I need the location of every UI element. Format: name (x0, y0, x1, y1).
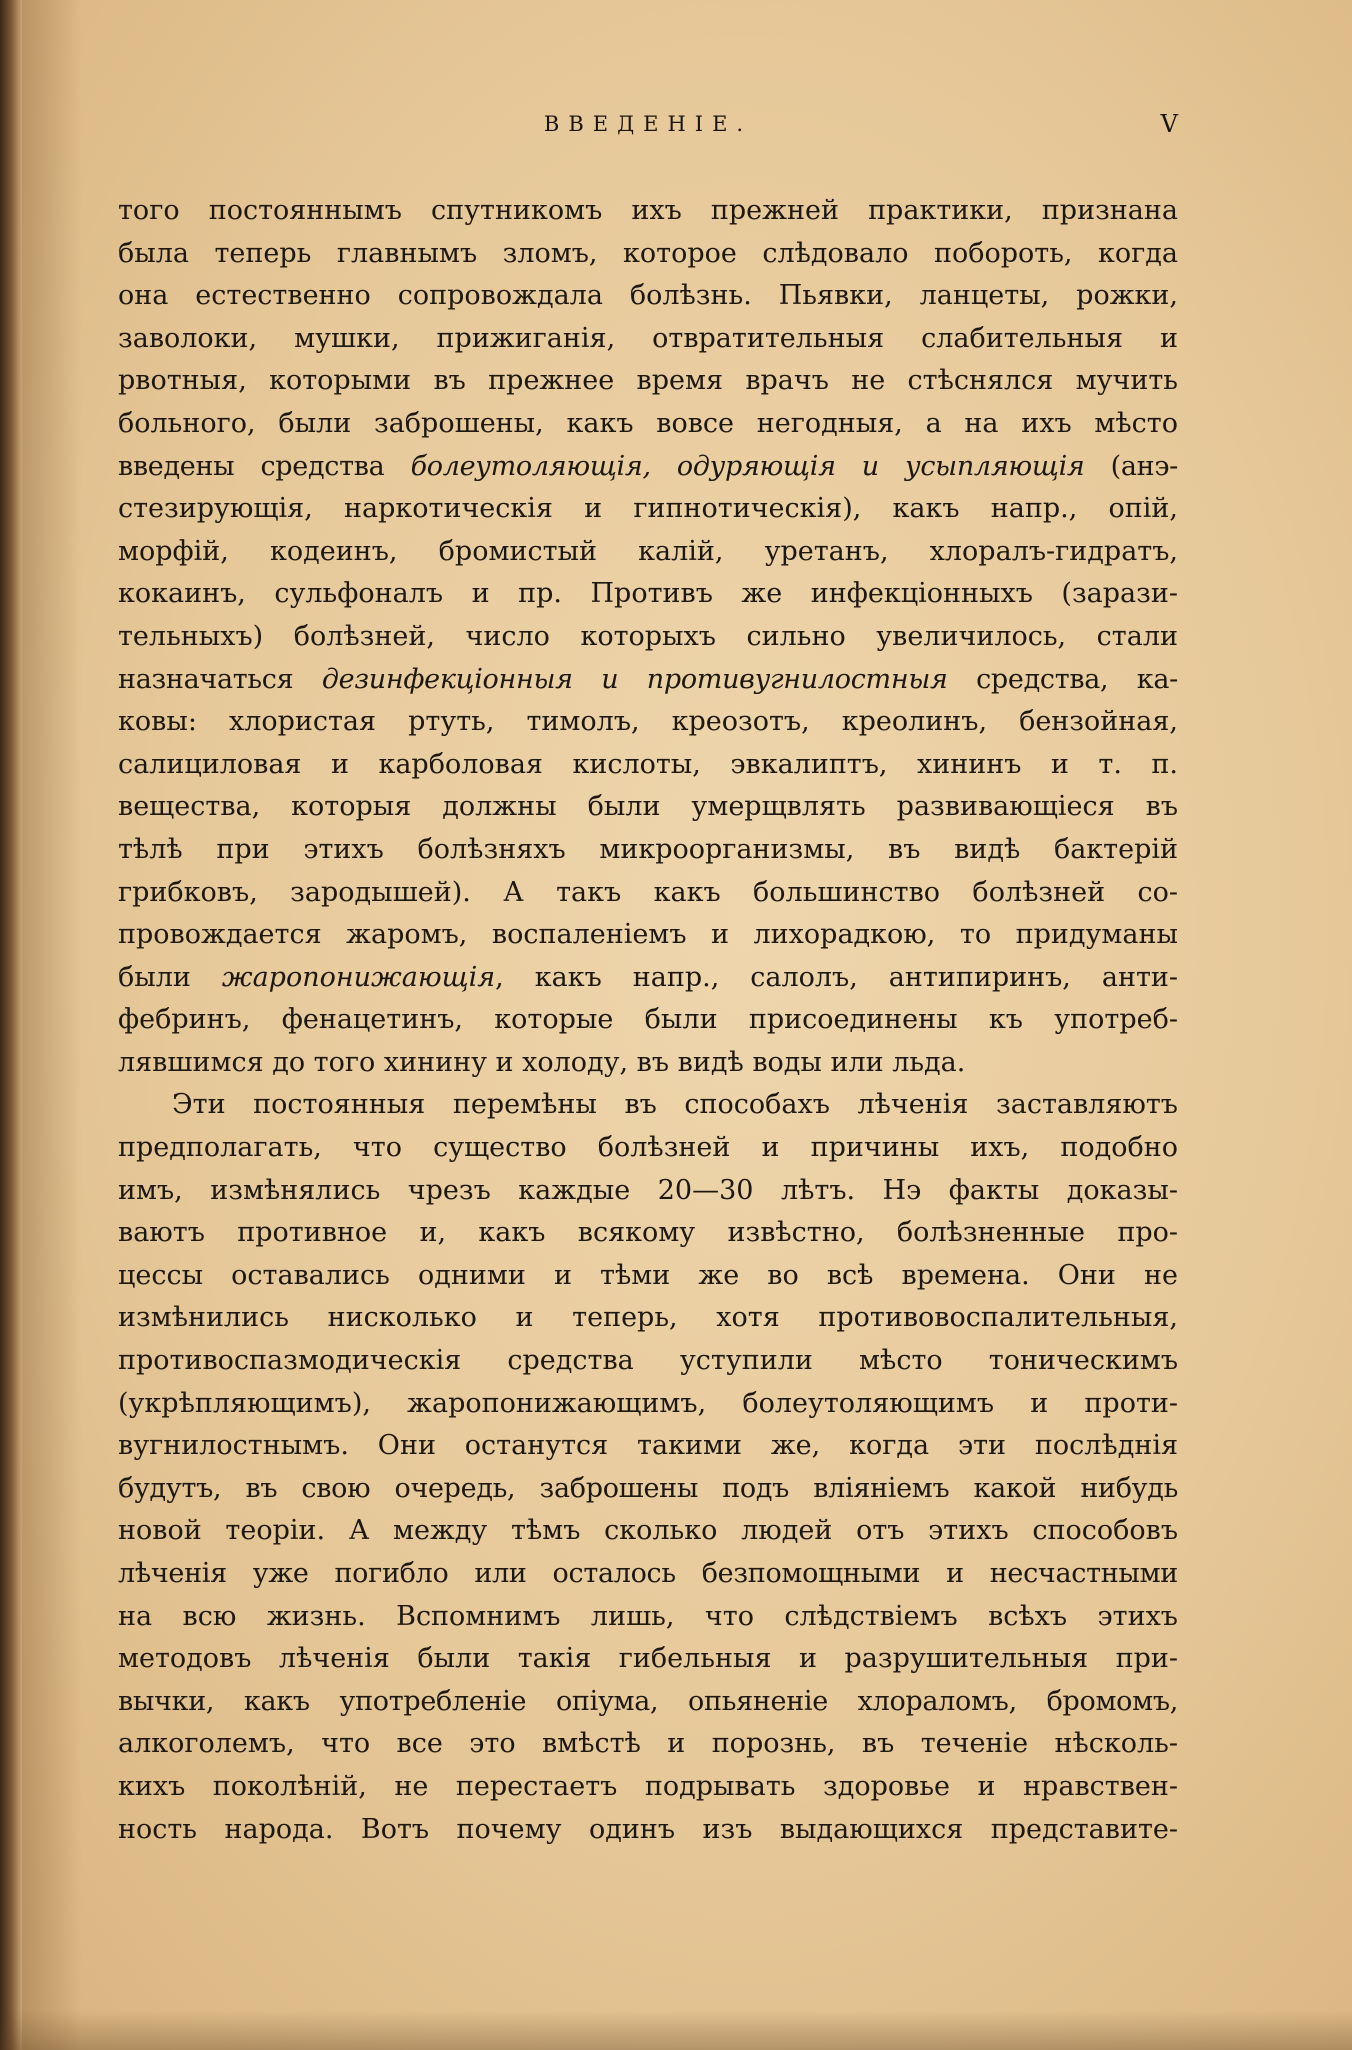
text-run: назначаться (118, 663, 322, 695)
text-run: средства, ка- (947, 663, 1178, 695)
text-line: того постояннымъ спутникомъ ихъ прежней практики, признана (118, 195, 1178, 226)
paragraph-2 (118, 1084, 1178, 1851)
gutter-shadow (22, 0, 82, 2050)
text-run: были (118, 961, 222, 993)
text-line: грибковъ, зародышей). А такъ какъ большинство болѣзней со- (118, 876, 1178, 908)
text-line: противоспазмодическія средства уступили мѣсто тоническимъ (118, 1345, 1178, 1377)
text-line: она естественно сопровождала болѣзнь. Пьявки, ланцеты, рожки, (118, 280, 1178, 312)
text-line: больного, были заброшены, какъ вовсе негодныя, а на ихъ мѣсто (118, 407, 1178, 439)
text-line (118, 446, 1178, 489)
text-line: стезирующія, наркотическія и гипнотическія), какъ напр., опій, (118, 493, 1178, 525)
italic-term: жаропонижающія (221, 961, 496, 993)
text-line: алкоголемъ, что все это вмѣстѣ и порознь, въ теченіе нѣсколь- (118, 1728, 1178, 1760)
running-head (118, 112, 1178, 152)
text-line: ваютъ противное и, какъ всякому извѣстно, болѣзненные про- (118, 1217, 1178, 1249)
text-line: измѣнились нисколько и теперь, хотя противовоспалительныя, (118, 1302, 1178, 1334)
text-run: введены средства (118, 450, 411, 482)
text-line: кихъ поколѣній, не перестаетъ подрывать здоровье и нравствен- (118, 1770, 1178, 1802)
text-line: предполагать, что существо болѣзней и причины ихъ, подобно (118, 1132, 1178, 1164)
text-line: заволоки, мушки, прижиганія, отвратительныя слабительныя и (118, 322, 1178, 354)
book-spine (0, 0, 22, 2050)
text-line: лявшимся до того хинину и холоду, въ видѣ воды или льда. (118, 1046, 966, 1078)
italic-term: дезинфекціонныя и противугнилостныя (321, 663, 948, 695)
text-line: Эти постоянныя перемѣны въ способахъ лѣченія заставляютъ (172, 1089, 1178, 1121)
text-run: (анэ- (1084, 450, 1178, 482)
text-line: рвотныя, которыми въ прежнее время врачъ не стѣснялся мучить (118, 365, 1178, 397)
page-bottom-edge (0, 2010, 1352, 2050)
text-line: салициловая и карболовая кислоты, эвкалиптъ, хининъ и т. п. (118, 748, 1178, 780)
text-line: провождается жаромъ, воспаленіемъ и лихорадкою, то придуманы (118, 919, 1178, 951)
page-number: V (1160, 110, 1178, 138)
text-line: цессы оставались одними и тѣми же во всѣ времена. Они не (118, 1259, 1178, 1291)
text-line (118, 659, 1178, 702)
text-line: морфій, кодеинъ, бромистый калій, уретанъ, хлоралъ-гидратъ, (118, 535, 1178, 567)
paragraph-1 (118, 190, 1178, 1084)
text-line: была теперь главнымъ зломъ, которое слѣдовало побороть, когда (118, 237, 1178, 269)
text-line: тельныхъ) болѣзней, число которыхъ сильно увеличилось, стали (118, 620, 1178, 652)
text-line: (укрѣпляющимъ), жаропонижающимъ, болеутоляющимъ и проти- (118, 1387, 1178, 1419)
text-block (118, 190, 1178, 1851)
text-line: имъ, измѣнялись чрезъ каждые 20—30 лѣтъ. Нэ факты доказы- (118, 1174, 1178, 1206)
text-line: кокаинъ, сульфоналъ и пр. Противъ же инфекціонныхъ (зарази- (118, 578, 1178, 610)
text-line: ковы: хлористая ртуть, тимолъ, креозотъ, креолинъ, бензойная, (118, 706, 1178, 738)
text-line: новой теоріи. А между тѣмъ сколько людей отъ этихъ способовъ (118, 1515, 1178, 1547)
text-line (118, 957, 1178, 1000)
running-title: ВВЕДЕНІЕ. (543, 112, 753, 136)
italic-term: болеутоляющія, одуряющія и усыпляющія (410, 450, 1085, 482)
text-line: фебринъ, фенацетинъ, которые были присоединены къ употреб- (118, 1004, 1178, 1036)
text-line: вугнилостнымъ. Они останутся такими же, когда эти послѣднія (118, 1430, 1178, 1462)
text-line: вычки, какъ употребленіе опіума, опьяненіе хлораломъ, бромомъ, (118, 1685, 1178, 1717)
text-line: будутъ, въ свою очередь, заброшены подъ вліяніемъ какой нибудь (118, 1472, 1178, 1504)
text-line: ность народа. Вотъ почему одинъ изъ выдающихся представите- (118, 1813, 1178, 1845)
text-line: тѣлѣ при этихъ болѣзняхъ микроорганизмы, въ видѣ бактерій (118, 833, 1178, 865)
text-line: на всю жизнь. Вспомнимъ лишь, что слѣдствіемъ всѣхъ этихъ (118, 1600, 1178, 1632)
text-line: методовъ лѣченія были такія гибельныя и разрушительныя при- (118, 1643, 1178, 1675)
text-run: , какъ напр., салолъ, антипиринъ, анти- (495, 961, 1178, 993)
text-line: вещества, которыя должны были умерщвлять развивающіеся въ (118, 791, 1178, 823)
text-line: лѣченія уже погибло или осталось безпомощными и несчастными (118, 1558, 1178, 1589)
